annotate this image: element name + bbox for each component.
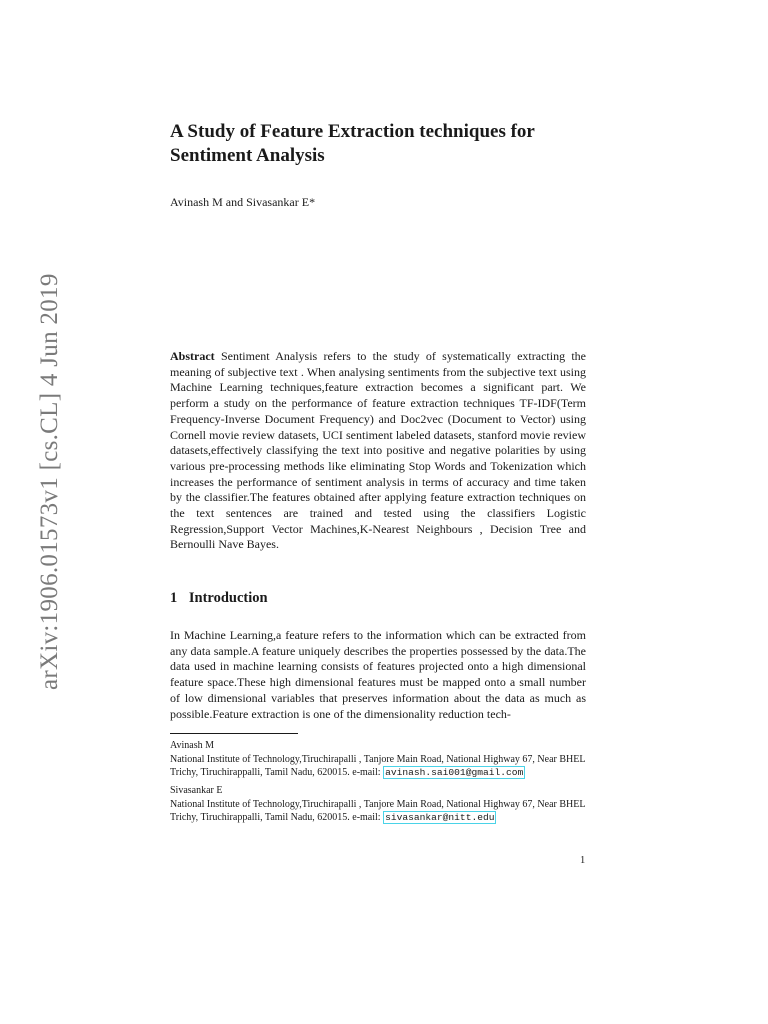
paper-title-line-2: Sentiment Analysis: [170, 145, 325, 166]
paper-title-line-1: A Study of Feature Extraction techniques for: [170, 121, 535, 142]
section-heading-introduction: [170, 590, 268, 607]
abstract-text: Sentiment Analysis refers to the study of systematically extracting the meaning of subjective text . When analysing sentiments from the subjective text using Machine Learning techniques,feature extraction becomes a significant part. We perform a study on the performance of feature extraction techniques TF-IDF(Term Frequency-Inverse Document Frequency) and Doc2vec (Document to Vector) using Cornell movie review datasets, UCI sentiment labeled datasets, stanford movie review datasets,effectively classifying the text into positive and negative polarities by using various pre-processing methods like eliminating Stop Words and Tokenization which increases the performance of sentiment analysis in terms of accuracy and time taken by the classifier.The features obtained after applying feature extraction techniques on the text sentences are trained and tested using the classifiers Logistic Regression,Support Vector Machines,K-Nearest Neighbours , Decision Tree and Bernoulli Nave Bayes.: [170, 349, 587, 552]
section-title: Introduction: [188, 590, 268, 606]
footnote-affiliation: [170, 753, 590, 780]
abstract-label: Abstract: [170, 349, 215, 363]
footnote-affiliation: [170, 798, 590, 825]
introduction-paragraph: In Machine Learning,a feature refers to the information which can be extracted from any data sample.A feature uniquely describes the properties possessed by the data.The data used in machine learning consists of features projected onto a high dimensional feature space.These high dimensional features must be mapped onto a small number of low dimensional variables that preserves information about the data as much as possible.Feature extraction is one of the dimensionality reduction tech-: [170, 628, 586, 721]
page-number: 1: [580, 855, 586, 866]
paper-title: [170, 120, 590, 168]
footnote-author-2: [170, 784, 590, 825]
arxiv-identifier-stamp: arXiv:1906.01573v1 [cs.CL] 4 Jun 2019: [36, 273, 63, 690]
abstract: [170, 349, 586, 553]
email-link[interactable]: avinash.sai001@gmail.com: [385, 767, 524, 778]
footnote-affiliation-text: National Institute of Technology,Tiruchirapalli , Tanjore Main Road, National Highway 67, Near BHEL Trichy, Tiruchirappalli, Tamil Nadu, 620015. e-mail:: [170, 753, 586, 778]
section-number: 1: [170, 590, 178, 606]
email-link[interactable]: sivasankar@nitt.edu: [385, 812, 495, 823]
footnote-affiliation-text: National Institute of Technology,Tiruchirapalli , Tanjore Main Road, National Highway 67, Near BHEL Trichy, Tiruchirappalli, Tamil Nadu, 620015. e-mail:: [170, 798, 586, 823]
footnote-author-name: Sivasankar E: [170, 785, 223, 796]
footnote-author-1: [170, 739, 590, 780]
footnote-author-name: Avinash M: [170, 740, 214, 751]
author-list: Avinash M and Sivasankar E*: [170, 195, 316, 209]
footnote-divider: [170, 733, 298, 734]
